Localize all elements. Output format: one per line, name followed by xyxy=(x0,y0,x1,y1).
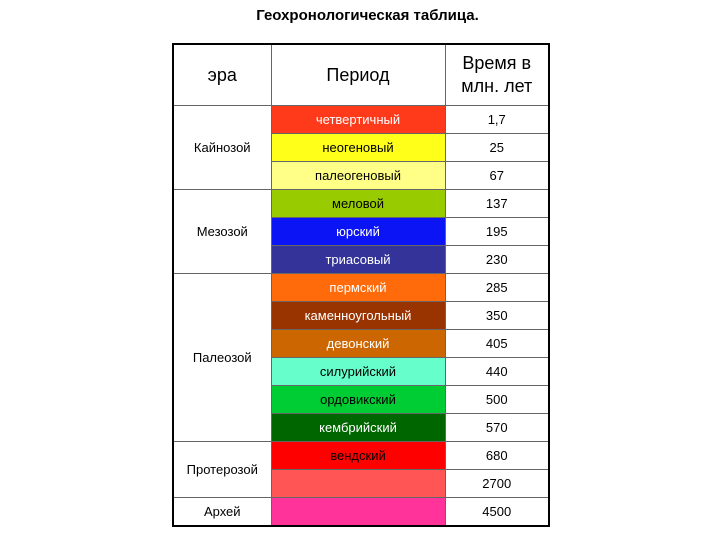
time-cell: 440 xyxy=(445,358,549,386)
page-title: Геохронологическая таблица. xyxy=(256,7,479,24)
header-period: Период xyxy=(271,44,445,106)
header-time: Время в млн. лет xyxy=(445,44,549,106)
table-row xyxy=(173,274,549,302)
time-cell: 570 xyxy=(445,414,549,442)
period-cell: меловой xyxy=(271,190,445,218)
time-cell: 350 xyxy=(445,302,549,330)
era-cell: Кайнозой xyxy=(173,106,271,190)
period-cell: неогеновый xyxy=(271,134,445,162)
time-cell: 285 xyxy=(445,274,549,302)
period-cell xyxy=(271,470,445,498)
time-cell: 4500 xyxy=(445,498,549,527)
table-row xyxy=(173,498,549,527)
period-cell: ордовикский xyxy=(271,386,445,414)
period-cell: каменноугольный xyxy=(271,302,445,330)
era-cell: Палеозой xyxy=(173,274,271,442)
time-cell: 25 xyxy=(445,134,549,162)
period-cell: четвертичный xyxy=(271,106,445,134)
period-cell: юрский xyxy=(271,218,445,246)
time-cell: 230 xyxy=(445,246,549,274)
period-cell: триасовый xyxy=(271,246,445,274)
table-row xyxy=(173,106,549,134)
time-cell: 680 xyxy=(445,442,549,470)
period-cell: вендский xyxy=(271,442,445,470)
time-cell: 500 xyxy=(445,386,549,414)
time-cell: 137 xyxy=(445,190,549,218)
geochronological-table xyxy=(172,43,550,527)
period-cell: палеогеновый xyxy=(271,162,445,190)
table-row xyxy=(173,190,549,218)
era-cell: Мезозой xyxy=(173,190,271,274)
table-row xyxy=(173,442,549,470)
time-cell: 67 xyxy=(445,162,549,190)
period-cell: пермский xyxy=(271,274,445,302)
time-cell: 195 xyxy=(445,218,549,246)
time-cell: 1,7 xyxy=(445,106,549,134)
period-cell: кембрийский xyxy=(271,414,445,442)
period-cell: силурийский xyxy=(271,358,445,386)
time-cell: 2700 xyxy=(445,470,549,498)
table-body xyxy=(173,106,549,527)
header-era: эра xyxy=(173,44,271,106)
era-cell: Протерозой xyxy=(173,442,271,498)
period-cell xyxy=(271,498,445,527)
era-cell: Архей xyxy=(173,498,271,527)
time-cell: 405 xyxy=(445,330,549,358)
header-row xyxy=(173,44,549,106)
period-cell: девонский xyxy=(271,330,445,358)
